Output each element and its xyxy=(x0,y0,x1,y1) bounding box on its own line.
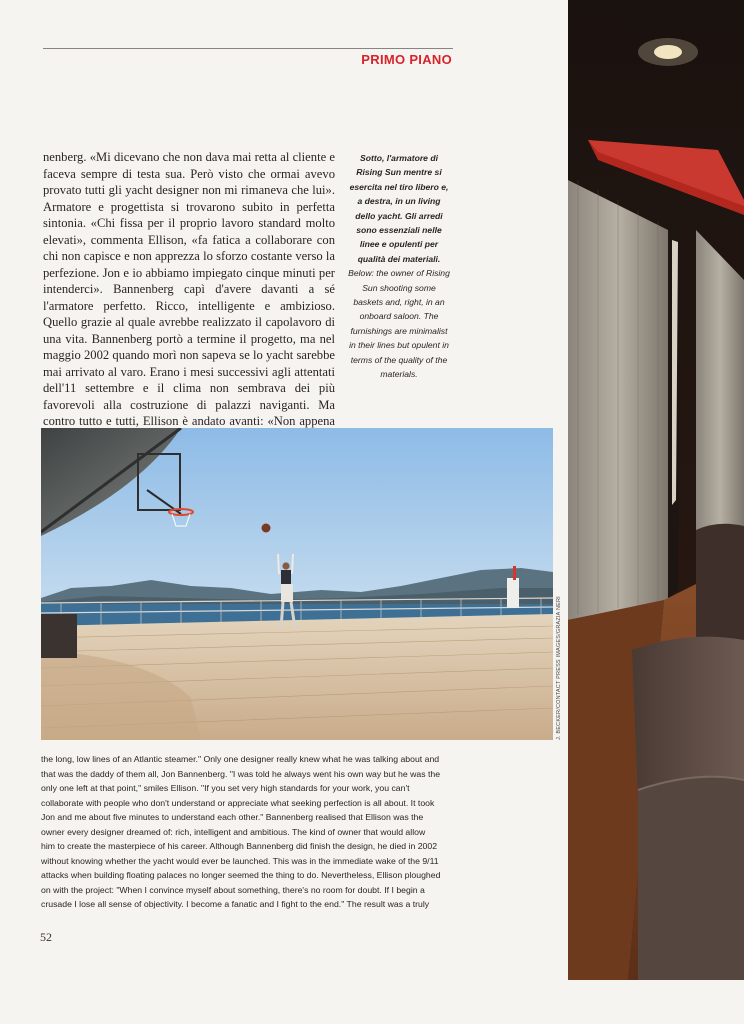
basketball-photo xyxy=(41,428,553,740)
basketball-deck-image xyxy=(41,428,553,740)
saloon-photo xyxy=(568,0,744,980)
english-paragraph: the long, low lines of an Atlantic steamer." Only one designer really knew what he was talking about and that was the daddy of them all, Jon Bannenberg. "I was told he always went his own way but he was the only one left at that point," smiles Ellison. "If you set very high standards for your work, you can't collaborate with people who don't understand or appreciate what seeking perfection is all about. It took Jon and me about five minutes to understand each other." Bannenberg realised that Ellison was the owner every designer dreamed of: rich, intelligent and ambitious. The kind of owner that would allow him to create the masterpiece of his career. Although Bannenberg did finish the design, he died in 2002 without knowing whether the yacht would ever be launched. This was in the immediate wake of the 9/11 attacks when building floating palaces no longer seemed the thing to do. Nevertheless, Ellison ploughed on with the project: "When I convince myself about something, there's no room for doubt. If I begin a crusade I lose all sense of objectivity. I become a fanatic and I fight to the end." The result was a truly xyxy=(41,754,441,909)
caption-english: Below: the owner of Rising Sun shooting some baskets and, right, in an onboard saloon. The furnishings are minimalist in their lines but opulent in terms of the quality of the materials. xyxy=(348,268,450,380)
photo-credit: J. BECKER/CONTACT PRESS IMAGES/GRAZIA NERI xyxy=(556,596,562,740)
italian-paragraph: nenberg. «Mi dicevano che non dava mai retta al cliente e faceva sempre di testa sua. Però visto che ormai avevo provato tutti gli yacht designer non mi rimaneva che lui». Armatore e progettista si trovarono subito in perfetta sintonia. «Chi fissa per il proprio lavoro standard molto elevati», commenta Ellison, «fa fatica a collaborare con chi non capisce e non apprezza lo sforzo costante verso la perfezione. Jon e io abbiamo impiegato cinque minuti per intenderci». Bannenberg capì d'avere davanti a sé l'armatore perfetto. Ricco, intelligente e ambizioso. Quello grazie al quale avrebbe realizzato il capolavoro di una vita. Bannenberg portò a termine il progetto, ma nel maggio 2002 quando morì non sapeva se lo yacht sarebbe mai arrivato al varo. Erano i mesi successivi agli attentati dell'11 settembre e il clima non sembrava dei più favorevoli alla costruzione di palazzi naviganti. Ma contro tutto e tutti, Ellison è andato avanti: «Non appena xyxy=(43,150,335,428)
onboard-saloon-image xyxy=(568,0,744,980)
section-title: PRIMO PIANO xyxy=(361,52,452,67)
header-rule xyxy=(43,48,453,49)
english-article-text xyxy=(41,752,441,912)
caption-italian: Sotto, l'armatore di Rising Sun mentre si esercita nel tiro libero e, a destra, in un living dello yacht. Gli arredi sono essenziali nelle linee e opulenti per qualità dei materiali. xyxy=(349,153,449,264)
page-number: 52 xyxy=(40,930,52,944)
photo-caption xyxy=(347,151,451,382)
